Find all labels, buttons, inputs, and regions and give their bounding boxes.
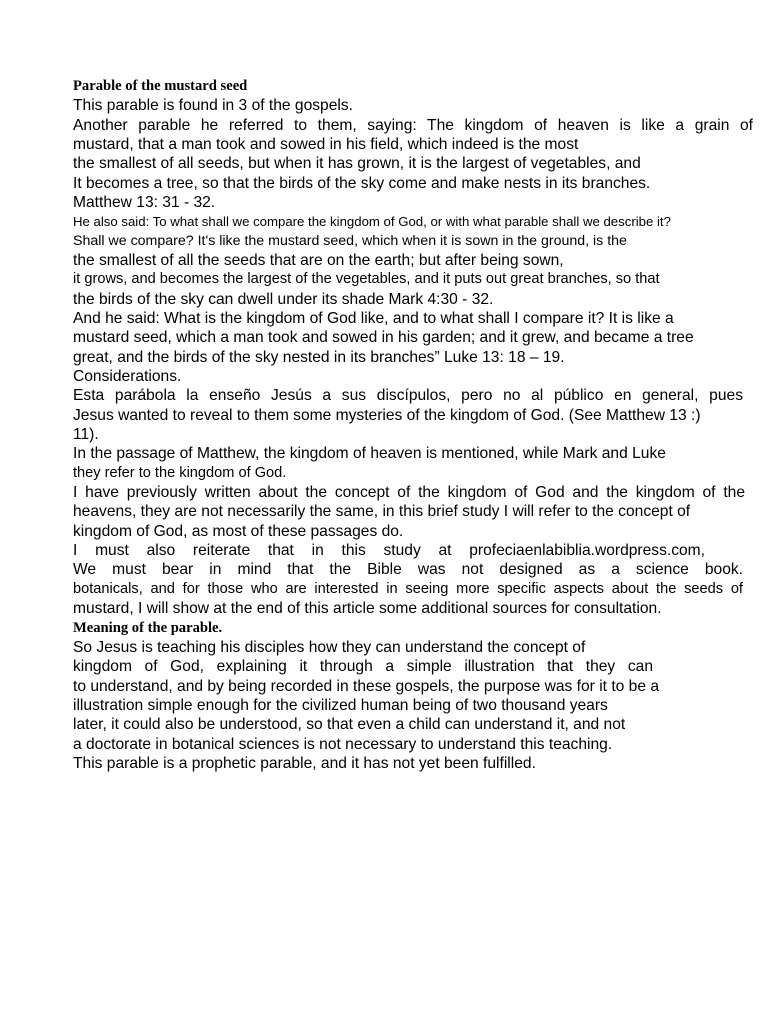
- text-line: mustard, I will show at the end of this article some additional sources for consultation.: [73, 600, 662, 617]
- text-line: the smallest of all seeds, but when it has grown, it is the largest of vegetables, and: [73, 155, 641, 172]
- text-line: to understand, and by being recorded in these gospels, the purpose was for it to be a: [73, 678, 660, 695]
- text-line: 11).: [73, 426, 99, 443]
- text-line: kingdom of God, as most of these passages do.: [73, 523, 404, 540]
- text-line: they refer to the kingdom of God.: [73, 465, 287, 481]
- text-line: the smallest of all the seeds that are on the earth; but after being sown,: [73, 252, 564, 269]
- text-line: Shall we compare? It's like the mustard seed, which when it is sown in the ground, is the: [73, 233, 627, 249]
- meaning-heading: Meaning of the parable.: [73, 620, 223, 636]
- text-line: great, and the birds of the sky nested in its branches” Luke 13: 18 – 19.: [73, 349, 565, 366]
- text-line: mustard, that a man took and sowed in his field, which indeed is the most: [73, 136, 579, 153]
- text-line: Jesus wanted to reveal to them some mysteries of the kingdom of God. (See Matthew 13 :): [73, 407, 701, 424]
- text-line: it grows, and becomes the largest of the vegetables, and it puts out great branches, so that: [73, 271, 660, 287]
- text-line: In the passage of Matthew, the kingdom of heaven is mentioned, while Mark and Luke: [73, 445, 666, 462]
- text-line: And he said: What is the kingdom of God like, and to what shall I compare it? It is like a: [73, 310, 674, 327]
- parable-heading: Parable of the mustard seed: [73, 78, 248, 94]
- text-line: This parable is a prophetic parable, and it has not yet been fulfilled.: [73, 755, 536, 772]
- text-line: botanicals, and for those who are interested in seeing more specific aspects about the seeds of: [73, 581, 743, 597]
- text-line: So Jesus is teaching his disciples how they can understand the concept of: [73, 639, 586, 656]
- scripture-reference: Matthew 13: 31 - 32.: [73, 194, 216, 211]
- text-line: later, it could also be understood, so that even a child can understand it, and not: [73, 716, 626, 733]
- text-line: Esta parábola la enseño Jesús a sus discípulos, pero no al público en general, pues: [73, 387, 743, 404]
- text-line: Another parable he referred to them, saying: The kingdom of heaven is like a grain of: [73, 117, 753, 134]
- text-line: mustard seed, which a man took and sowed in his garden; and it grew, and became a tree: [73, 329, 694, 346]
- text-line: a doctorate in botanical sciences is not necessary to understand this teaching.: [73, 736, 613, 753]
- text-line: illustration simple enough for the civilized human being of two thousand years: [73, 697, 608, 714]
- text-line: We must bear in mind that the Bible was not designed as a science book.: [73, 561, 743, 578]
- text-line: I must also reiterate that in this study at profeciaenlabiblia.wordpress.com,: [73, 542, 705, 559]
- text-line: the birds of the sky can dwell under its shade Mark 4:30 - 32.: [73, 291, 494, 308]
- text-line: This parable is found in 3 of the gospels.: [73, 97, 353, 114]
- text-line: heavens, they are not necessarily the same, in this brief study I will refer to the concept of: [73, 503, 691, 520]
- text-line: He also said: To what shall we compare the kingdom of God, or with what parable shall we describe it?: [73, 214, 671, 229]
- text-line: It becomes a tree, so that the birds of the sky come and make nests in its branches.: [73, 175, 651, 192]
- section-label: Considerations.: [73, 368, 182, 385]
- text-line: I have previously written about the concept of the kingdom of God and the kingdom of the: [73, 484, 745, 501]
- text-line: kingdom of God, explaining it through a simple illustration that they can: [73, 658, 653, 675]
